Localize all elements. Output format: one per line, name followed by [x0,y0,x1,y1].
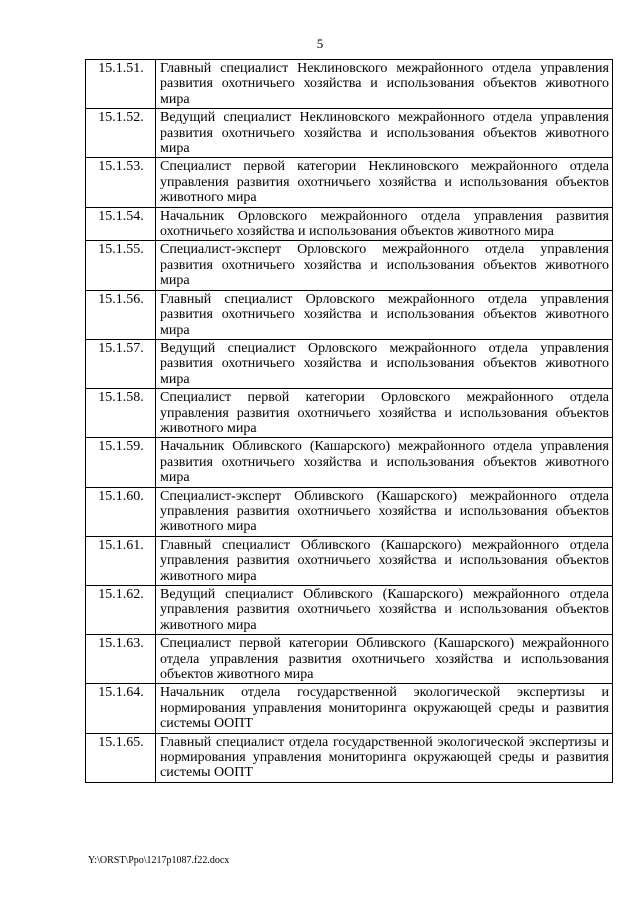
row-number: 15.1.62. [86,586,156,635]
row-text: Специалист первой категории Обливского (Кашарского) межрайонного отдела управления развития охотничьего хозяйства и использования объектов животного мира [156,635,613,684]
table-row [86,241,613,290]
row-text: Ведущий специалист Обливского (Кашарского) межрайонного отдела управления развития охотничьего хозяйства и использования объектов животного мира [156,586,613,635]
table-row [86,586,613,635]
row-number: 15.1.58. [86,389,156,438]
positions-table [85,59,613,783]
row-number: 15.1.59. [86,438,156,487]
table-row [86,109,613,158]
table-row [86,207,613,241]
row-number: 15.1.51. [86,60,156,109]
table-row [86,635,613,684]
table-row [86,290,613,339]
row-number: 15.1.64. [86,684,156,733]
row-text: Ведущий специалист Орловского межрайонного отдела управления развития охотничьего хозяйства и использования объектов животного мира [156,339,613,388]
row-number: 15.1.57. [86,339,156,388]
row-text: Начальник Обливского (Кашарского) межрайонного отдела управления развития охотничьего хозяйства и использования объектов животного мира [156,438,613,487]
row-text: Главный специалист отдела государственной экологической экспертизы и нормирования управления мониторинга окружающей среды и развития системы ООПТ [156,733,613,782]
row-text: Ведущий специалист Неклиновского межрайонного отдела управления развития охотничьего хозяйства и использования объектов животного мира [156,109,613,158]
file-path-footer: Y:\ORST\Ppo\1217p1087.f22.docx [88,855,230,866]
table-row [86,536,613,585]
table-row [86,60,613,109]
row-text: Главный специалист Орловского межрайонного отдела управления развития охотничьего хозяйства и использования объектов животного мира [156,290,613,339]
table-row [86,684,613,733]
page-number: 5 [316,36,324,51]
row-number: 15.1.53. [86,158,156,207]
table-row [86,339,613,388]
row-text: Специалист первой категории Орловского межрайонного отдела управления развития охотничьего хозяйства и использования объектов животного мира [156,389,613,438]
table-row [86,733,613,782]
table-row [86,438,613,487]
row-number: 15.1.55. [86,241,156,290]
row-number: 15.1.63. [86,635,156,684]
row-number: 15.1.61. [86,536,156,585]
row-text: Специалист-эксперт Обливского (Кашарского) межрайонного отдела управления развития охотничьего хозяйства и использования объектов животного мира [156,487,613,536]
row-number: 15.1.52. [86,109,156,158]
table-row [86,158,613,207]
row-text: Начальник Орловского межрайонного отдела управления развития охотничьего хозяйства и использования объектов животного мира [156,207,613,241]
row-number: 15.1.60. [86,487,156,536]
row-number: 15.1.65. [86,733,156,782]
row-number: 15.1.54. [86,207,156,241]
table-row [86,389,613,438]
row-text: Специалист-эксперт Орловского межрайонного отдела управления развития охотничьего хозяйства и использования объектов животного мира [156,241,613,290]
row-text: Начальник отдела государственной экологической экспертизы и нормирования управления мониторинга окружающей среды и развития системы ООПТ [156,684,613,733]
row-text: Специалист первой категории Неклиновского межрайонного отдела управления развития охотничьего хозяйства и использования объектов животного мира [156,158,613,207]
row-text: Главный специалист Обливского (Кашарского) межрайонного отдела управления развития охотничьего хозяйства и использования объектов животного мира [156,536,613,585]
row-number: 15.1.56. [86,290,156,339]
row-text: Главный специалист Неклиновского межрайонного отдела управления развития охотничьего хозяйства и использования объектов животного мира [156,60,613,109]
table-row [86,487,613,536]
